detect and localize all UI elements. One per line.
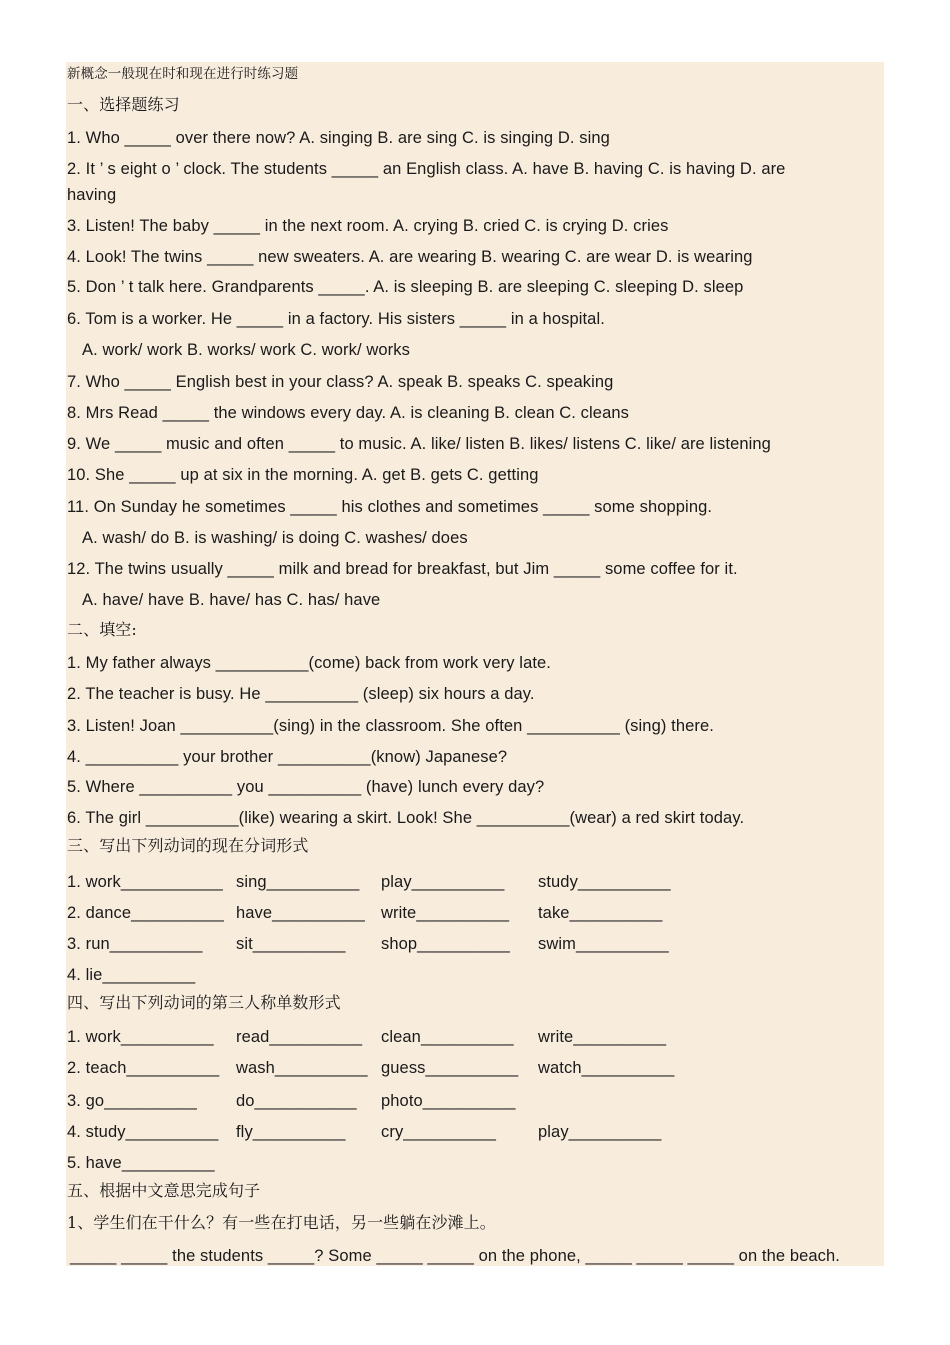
verb-blank: watch__________ — [538, 1059, 675, 1077]
question-2-4: 4. __________ your brother __________(know) Japanese? — [67, 748, 508, 766]
verb-row — [67, 1091, 538, 1111]
question-1-4: 4. Look! The twins _____ new sweaters. A. are wearing B. wearing C. are wear D. is wearing — [67, 248, 753, 266]
verb-blank: have__________ — [236, 904, 365, 922]
verb-blank: 1. work__________ — [67, 1028, 214, 1046]
section-3-heading: 三、写出下列动词的现在分词形式 — [67, 836, 309, 855]
verb-blank: sing__________ — [236, 873, 360, 891]
verb-blank: 2. dance__________ — [67, 904, 224, 922]
verb-blank: photo__________ — [381, 1092, 516, 1110]
section-4-heading: 四、写出下列动词的第三人称单数形式 — [67, 993, 341, 1012]
verb-blank: wash__________ — [236, 1059, 368, 1077]
verb-blank: 3. go__________ — [67, 1092, 197, 1110]
verb-blank: read__________ — [236, 1028, 363, 1046]
question-5-1-chinese: 1、学生们在干什么？有一些在打电话，另一些躺在沙滩上。 — [67, 1213, 496, 1232]
verb-blank: 1. work___________ — [67, 873, 223, 891]
question-1-6-options: A. work/ work B. works/ work C. work/ works — [82, 341, 410, 359]
verb-row — [67, 872, 671, 892]
section-1-heading: 一、选择题练习 — [67, 95, 180, 114]
verb-blank: fly__________ — [236, 1123, 346, 1141]
verb-row — [67, 1122, 661, 1142]
question-1-1: 1. Who _____ over there now? A. singing B. are sing C. is singing D. sing — [67, 129, 610, 147]
verb-blank: play__________ — [381, 873, 505, 891]
document-title: 新概念一般现在时和现在进行时练习题 — [67, 66, 299, 81]
verb-blank: write__________ — [538, 1028, 667, 1046]
verb-blank: 5. have__________ — [67, 1154, 215, 1172]
question-2-6: 6. The girl __________(like) wearing a skirt. Look! She __________(wear) a red skirt today. — [67, 809, 745, 827]
question-2-5: 5. Where __________ you __________ (have) lunch every day? — [67, 778, 545, 796]
question-2-3: 3. Listen! Joan __________(sing) in the classroom. She often __________ (sing) there. — [67, 717, 714, 735]
verb-row — [67, 1058, 674, 1078]
verb-blank: take__________ — [538, 904, 663, 922]
verb-row — [67, 934, 669, 954]
verb-blank: 4. study__________ — [67, 1123, 219, 1141]
question-1-5: 5. Don ’ t talk here. Grandparents _____. A. is sleeping B. are sleeping C. sleeping D. sleep — [67, 278, 744, 296]
question-1-11: 11. On Sunday he sometimes _____ his clothes and sometimes _____ some shopping. — [67, 498, 713, 516]
question-2-1: 1. My father always __________(come) back from work very late. — [67, 654, 551, 672]
section-2-heading: 二、填空: — [67, 620, 137, 639]
verb-blank: 2. teach__________ — [67, 1059, 220, 1077]
verb-row — [67, 1153, 236, 1173]
verb-blank: guess__________ — [381, 1059, 519, 1077]
question-1-8: 8. Mrs Read _____ the windows every day. A. is cleaning B. clean C. cleans — [67, 404, 629, 422]
question-2-2: 2. The teacher is busy. He __________ (sleep) six hours a day. — [67, 685, 535, 703]
verb-row — [67, 965, 236, 985]
verb-blank: shop__________ — [381, 935, 510, 953]
verb-row — [67, 1027, 666, 1047]
question-1-2-continued: having — [67, 186, 117, 204]
verb-blank: swim__________ — [538, 935, 669, 953]
question-1-7: 7. Who _____ English best in your class? A. speak B. speaks C. speaking — [67, 373, 614, 391]
verb-blank: study__________ — [538, 873, 671, 891]
section-5-heading: 五、根据中文意思完成句子 — [67, 1181, 261, 1200]
verb-blank: do___________ — [236, 1092, 357, 1110]
question-1-10: 10. She _____ up at six in the morning. A. get B. gets C. getting — [67, 466, 539, 484]
question-1-6: 6. Tom is a worker. He _____ in a factory. His sisters _____ in a hospital. — [67, 310, 605, 328]
question-5-1-english: _____ _____ the students _____? Some _____ _____ on the phone, _____ _____ _____ on the beach. — [70, 1247, 840, 1265]
verb-row — [67, 903, 662, 923]
verb-blank: 4. lie__________ — [67, 966, 196, 984]
verb-blank: play__________ — [538, 1123, 662, 1141]
question-1-12: 12. The twins usually _____ milk and bread for breakfast, but Jim _____ some coffee for it. — [67, 560, 738, 578]
verb-blank: 3. run__________ — [67, 935, 203, 953]
question-1-9: 9. We _____ music and often _____ to music. A. like/ listen B. likes/ listens C. like/ are listening — [67, 435, 771, 453]
verb-blank: sit__________ — [236, 935, 346, 953]
verb-blank: cry__________ — [381, 1123, 497, 1141]
question-1-12-options: A. have/ have B. have/ has C. has/ have — [82, 591, 381, 609]
question-1-11-options: A. wash/ do B. is washing/ is doing C. washes/ does — [82, 529, 468, 547]
question-1-2: 2. It ’ s eight o ’ clock. The students _____ an English class. A. have B. having C. is having D. are — [67, 160, 786, 178]
verb-blank: write__________ — [381, 904, 510, 922]
verb-blank: clean__________ — [381, 1028, 514, 1046]
question-1-3: 3. Listen! The baby _____ in the next room. A. crying B. cried C. is crying D. cries — [67, 217, 669, 235]
